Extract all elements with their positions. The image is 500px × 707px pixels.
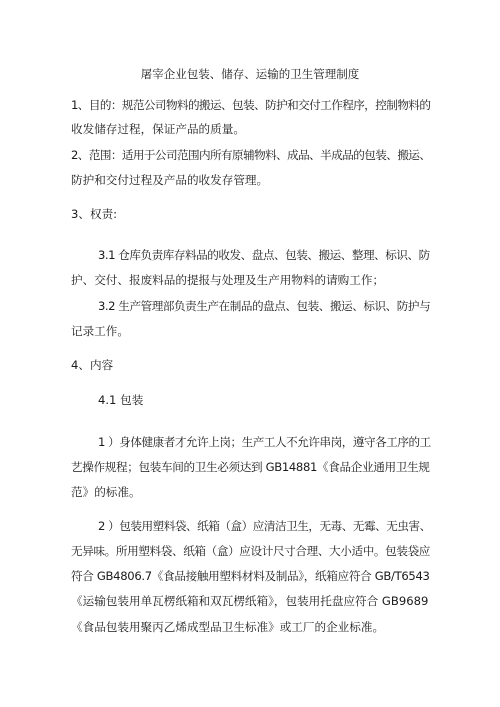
content-heading: 4、内容 (71, 358, 114, 372)
responsibility-3-1-line-1: 3.1 仓库负责库存料品的收发、盘点、包装、搬运、整理、标识、防 (98, 248, 430, 262)
responsibility-3-2-line-2: 记录工作。 (71, 324, 129, 338)
packaging-item-2-line-1: 2 ）包装用塑料袋、纸箱（盒）应清洁卫生，无毒、无霉、无虫害、 (98, 519, 431, 533)
packaging-item-2-line-4: 《运输包装用单瓦楞纸箱和双瓦楞纸箱》，包装用托盘应符合 GB9689 (71, 594, 429, 608)
scope-line-2: 防护和交付过程及产品的收发存管理。 (71, 173, 269, 187)
scope-line-1: 2、范围：适用于公司范围内所有原辅物料、成品、半成品的包装、搬运、 (71, 148, 431, 162)
packaging-subheading: 4.1 包装 (98, 393, 144, 407)
packaging-item-2-line-2: 无异味。所用塑料袋、纸箱（盒）应设计尺寸合理、大小适中。包装袋应 (71, 544, 431, 558)
packaging-item-1-line-1: 1 ）身体健康者才允许上岗；生产工人不允许串岗，遵守各工序的工 (98, 435, 431, 449)
responsibility-3-1-line-2: 护、交付、报废料品的提报与处理及生产用物料的请购工作； (71, 273, 385, 287)
document-title: 屠宰企业包装、储存、运输的卫生管理制度 (140, 67, 360, 81)
packaging-item-2-line-3: 符合 GB4806.7《食品接触用塑料材料及制品》，纸箱应符合 GB/T6543 (71, 569, 430, 583)
responsibility-heading: 3、权责: (71, 207, 118, 221)
packaging-item-1-line-2: 艺操作规程；包装车间的卫生必须达到 GB14881《食品企业通用卫生规 (71, 460, 430, 474)
responsibility-3-2-line-1: 3.2 生产管理部负责生产在制品的盘点、包装、搬运、标识、防护与 (98, 299, 431, 313)
purpose-line-1: 1、目的：规范公司物料的搬运、包装、防护和交付工作程序，控制物料的 (71, 98, 431, 112)
packaging-item-2-line-5: 《食品包装用聚丙乙烯成型品卫生标准》或工厂的企业标准。 (71, 620, 385, 634)
purpose-line-2: 收发储存过程，保证产品的质量。 (71, 122, 245, 136)
packaging-item-1-line-3: 范》的标准。 (71, 485, 141, 499)
